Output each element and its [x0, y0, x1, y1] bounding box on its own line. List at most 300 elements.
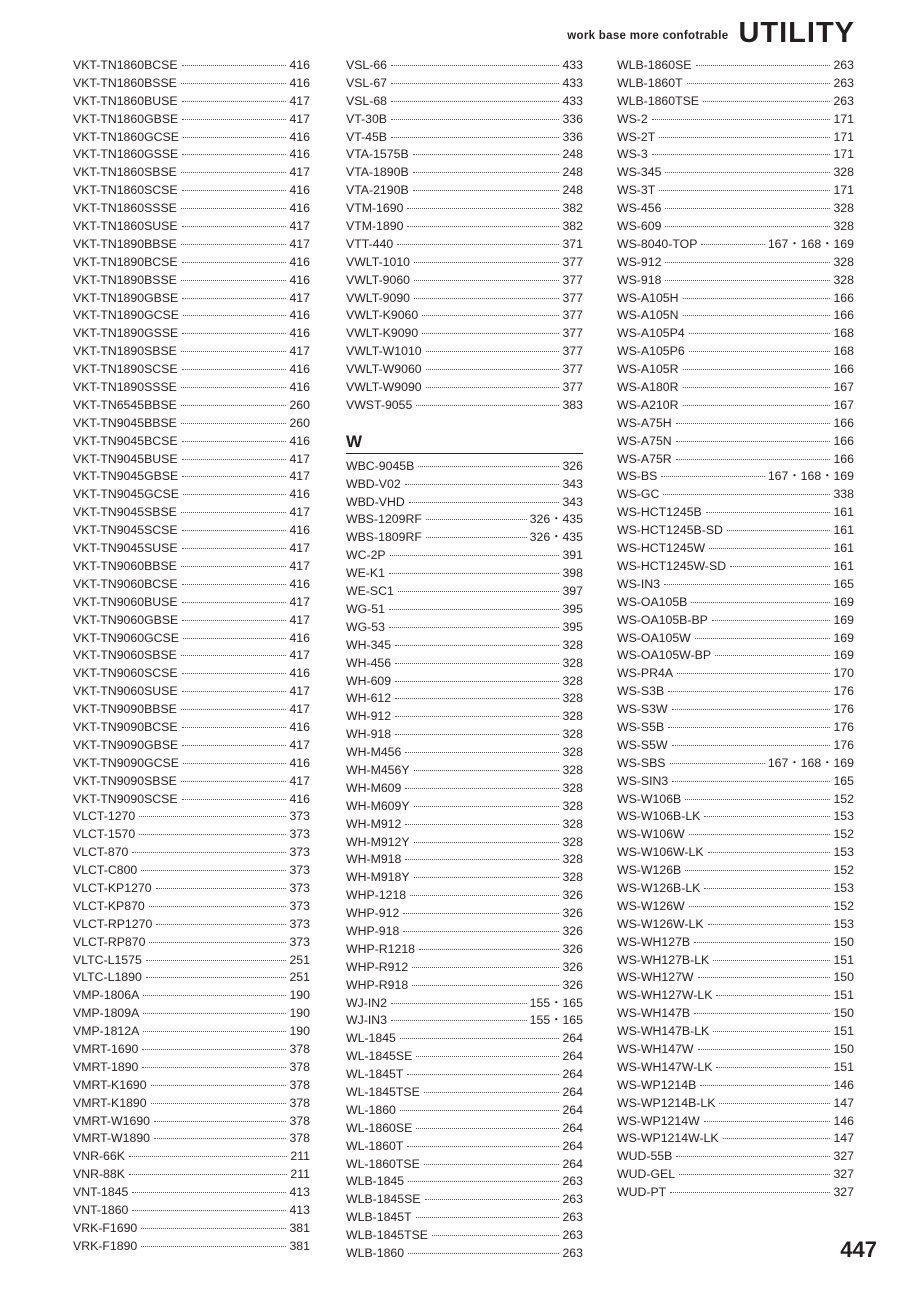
- product-code: VKT-TN1860GCSE: [73, 129, 179, 144]
- index-entry: [346, 816, 583, 834]
- index-entry: [346, 1227, 583, 1245]
- product-code: VKT-TN9045GBSE: [73, 469, 179, 484]
- page-reference: 166: [833, 308, 854, 323]
- index-entry: [73, 1238, 310, 1256]
- product-code: WG-51: [346, 601, 385, 616]
- dot-leader: [182, 745, 286, 746]
- dot-leader: [422, 315, 559, 316]
- page-reference: 190: [289, 1024, 310, 1039]
- dot-leader: [149, 906, 287, 907]
- page-reference: 381: [289, 1220, 310, 1235]
- index-entry: [73, 272, 310, 290]
- dot-leader: [181, 405, 287, 406]
- page-reference: 171: [833, 183, 854, 198]
- dot-leader: [129, 1174, 287, 1175]
- dot-leader: [698, 977, 831, 978]
- dot-leader: [652, 154, 831, 155]
- dot-leader: [182, 459, 287, 460]
- dot-leader: [677, 673, 830, 674]
- page-reference: 417: [289, 702, 310, 717]
- page-reference: 397: [562, 584, 583, 599]
- product-code: VKT-TN1890SBSE: [73, 344, 177, 359]
- product-code: WS-S3W: [617, 702, 668, 717]
- page-reference: 176: [833, 719, 854, 734]
- page-reference: 371: [562, 236, 583, 251]
- product-code: WUD-GEL: [617, 1167, 676, 1182]
- dot-leader: [687, 83, 831, 84]
- index-entry: [73, 701, 310, 719]
- dot-leader: [395, 663, 559, 664]
- index-entry: [346, 744, 583, 762]
- index-entry: [617, 1113, 854, 1131]
- dot-leader: [181, 781, 287, 782]
- index-entry: [73, 486, 310, 504]
- index-entry: [346, 780, 583, 798]
- dot-leader: [424, 1092, 560, 1093]
- dot-leader: [182, 584, 287, 585]
- dot-leader: [703, 101, 830, 102]
- dot-leader: [400, 1110, 560, 1111]
- dot-leader: [659, 137, 830, 138]
- page-reference: 161: [833, 505, 854, 520]
- product-code: WS-GC: [617, 487, 660, 502]
- dot-leader: [719, 1103, 830, 1104]
- index-entry: [617, 791, 854, 809]
- dot-leader: [182, 119, 286, 120]
- index-entry: [73, 737, 310, 755]
- product-code: VSL-68: [346, 93, 388, 108]
- page-reference: 417: [289, 236, 310, 251]
- product-code: VLCT-RP1270: [73, 916, 153, 931]
- dot-leader: [426, 351, 560, 352]
- dot-leader: [685, 799, 830, 800]
- product-code: WL-1860: [346, 1102, 396, 1117]
- index-entry: [346, 343, 583, 361]
- page-reference: 417: [289, 684, 310, 699]
- product-code: WL-1845: [346, 1031, 396, 1046]
- product-code: VNT-1845: [73, 1185, 129, 1200]
- product-code: WS-S3B: [617, 684, 665, 699]
- index-entry: [617, 969, 854, 987]
- product-code: WL-1845T: [346, 1067, 404, 1082]
- product-code: WLB-1845: [346, 1174, 405, 1189]
- product-code: VKT-TN1890BSSE: [73, 272, 177, 287]
- page-reference: 373: [289, 916, 310, 931]
- page-reference: 328: [562, 745, 583, 760]
- product-code: WS-W126W: [617, 898, 685, 913]
- dot-leader: [694, 1013, 830, 1014]
- product-code: WH-612: [346, 691, 392, 706]
- dot-leader: [670, 1192, 830, 1193]
- index-entry: [617, 290, 854, 308]
- page-reference: 263: [833, 75, 854, 90]
- index-entry: [617, 612, 854, 630]
- dot-leader: [395, 681, 559, 682]
- page-reference: 328: [562, 691, 583, 706]
- dot-leader: [659, 190, 830, 191]
- page-reference: 171: [833, 129, 854, 144]
- dot-leader: [141, 870, 286, 871]
- page-reference: 378: [289, 1095, 310, 1110]
- dot-leader: [414, 806, 560, 807]
- product-code: VKT-TN1860SCSE: [73, 183, 178, 198]
- index-entry: [73, 755, 310, 773]
- product-code: VKT-TN9060BCSE: [73, 576, 178, 591]
- dot-leader: [414, 842, 560, 843]
- index-entry: [346, 290, 583, 308]
- product-code: WS-WH147B: [617, 1006, 691, 1021]
- page-reference: 147: [833, 1131, 854, 1146]
- index-entry: [346, 164, 583, 182]
- page-reference: 264: [562, 1138, 583, 1153]
- dot-leader: [391, 83, 559, 84]
- product-code: WG-53: [346, 619, 385, 634]
- dot-leader: [409, 502, 560, 503]
- dot-leader: [683, 387, 831, 388]
- page-reference: 326: [562, 923, 583, 938]
- dot-leader: [391, 1020, 527, 1021]
- dot-leader: [664, 584, 830, 585]
- index-entry: [617, 844, 854, 862]
- index-entry: [346, 1012, 583, 1030]
- product-code: VNR-88K: [73, 1167, 125, 1182]
- index-entry: [73, 164, 310, 182]
- product-code: WS-A105P6: [617, 344, 685, 359]
- product-code: VKT-TN1860GSSE: [73, 147, 179, 162]
- page-reference: 378: [289, 1059, 310, 1074]
- dot-leader: [665, 280, 830, 281]
- index-entry: [617, 468, 854, 486]
- dot-leader: [181, 387, 287, 388]
- index-entry: [617, 898, 854, 916]
- dot-leader: [701, 244, 764, 245]
- index-entry: [346, 325, 583, 343]
- index-entry: [617, 236, 854, 254]
- index-entry: [73, 1220, 310, 1238]
- page-reference: 166: [833, 433, 854, 448]
- dot-leader: [405, 859, 559, 860]
- dot-leader: [182, 548, 287, 549]
- index-entry: [346, 1138, 583, 1156]
- page-reference: 377: [562, 308, 583, 323]
- page-reference: 417: [289, 541, 310, 556]
- index-entry: [617, 75, 854, 93]
- product-code: VKT-TN9060SUSE: [73, 684, 178, 699]
- index-entry: [617, 773, 854, 791]
- dot-leader: [695, 638, 831, 639]
- dot-leader: [183, 638, 287, 639]
- page-reference: 378: [289, 1041, 310, 1056]
- product-code: VKT-TN1860BCSE: [73, 58, 178, 72]
- page-reference: 328: [833, 165, 854, 180]
- index-entry: [346, 379, 583, 397]
- dot-leader: [665, 208, 830, 209]
- page-reference: 417: [289, 558, 310, 573]
- index-entry: [346, 307, 583, 325]
- index-entry: [346, 272, 583, 290]
- dot-leader: [181, 655, 287, 656]
- dot-leader: [389, 627, 560, 628]
- index-entry: [346, 547, 583, 565]
- index-entry: [346, 476, 583, 494]
- index-entry: [617, 433, 854, 451]
- product-code: WS-3: [617, 147, 648, 162]
- dot-leader: [391, 65, 559, 66]
- dot-leader: [689, 333, 831, 334]
- dot-leader: [143, 995, 286, 996]
- index-entry: [346, 941, 583, 959]
- index-entry: [73, 916, 310, 934]
- index-entry: [73, 397, 310, 415]
- index-entry: [346, 1120, 583, 1138]
- dot-leader: [182, 602, 287, 603]
- product-code: WS-8040-TOP: [617, 236, 698, 251]
- dot-leader: [672, 709, 831, 710]
- dot-leader: [414, 262, 559, 263]
- page-reference: 176: [833, 737, 854, 752]
- index-entry: [346, 583, 583, 601]
- dot-leader: [709, 548, 830, 549]
- index-entry: [73, 576, 310, 594]
- index-entry: [617, 415, 854, 433]
- index-entry: [346, 236, 583, 254]
- dot-leader: [694, 942, 830, 943]
- dot-leader: [683, 405, 831, 406]
- dot-leader: [425, 1199, 560, 1200]
- dot-leader: [181, 280, 287, 281]
- page-reference: 373: [289, 880, 310, 895]
- dot-leader: [414, 298, 559, 299]
- index-entry: [73, 719, 310, 737]
- page-reference: 165: [833, 773, 854, 788]
- page-reference: 150: [833, 970, 854, 985]
- product-code: WHP-918: [346, 923, 400, 938]
- dot-leader: [132, 1210, 286, 1211]
- product-code: VTA-1575B: [346, 147, 409, 162]
- product-code: VMRT-K1890: [73, 1095, 147, 1110]
- product-code: WS-2T: [617, 129, 656, 144]
- dot-leader: [154, 1121, 286, 1122]
- page-reference: 343: [562, 494, 583, 509]
- dot-leader: [182, 691, 287, 692]
- product-code: VKT-TN9045BBSE: [73, 415, 177, 430]
- page-reference: 416: [289, 487, 310, 502]
- page-reference: 395: [562, 601, 583, 616]
- product-code: VWLT-K9060: [346, 308, 419, 323]
- page-reference: 336: [562, 111, 583, 126]
- index-entry: [73, 343, 310, 361]
- dot-leader: [181, 244, 287, 245]
- product-code: WS-W126W-LK: [617, 916, 704, 931]
- page-reference: 413: [289, 1203, 310, 1217]
- index-entry: [617, 934, 854, 952]
- product-code: VKT-TN9045BCSE: [73, 433, 178, 448]
- product-code: VKT-TN9045SBSE: [73, 505, 177, 520]
- dot-leader: [715, 655, 830, 656]
- page-reference: 391: [562, 548, 583, 563]
- index-entry: [617, 379, 854, 397]
- index-entry: [73, 1041, 310, 1059]
- index-entry: [73, 1113, 310, 1131]
- dot-leader: [416, 1217, 560, 1218]
- page-reference: 416: [289, 433, 310, 448]
- index-entry: [617, 880, 854, 898]
- product-code: WS-WH147B-LK: [617, 1024, 710, 1039]
- index-entry: [346, 1173, 583, 1191]
- page-reference: 155・165: [529, 1013, 583, 1028]
- dot-leader: [663, 494, 830, 495]
- product-code: VWLT-W9090: [346, 380, 422, 395]
- page-reference: 417: [289, 165, 310, 180]
- dot-leader: [156, 924, 286, 925]
- index-entry: [73, 969, 310, 987]
- page-reference: 382: [562, 201, 583, 216]
- product-code: VKT-TN9090SCSE: [73, 791, 178, 806]
- index-entry: [617, 522, 854, 540]
- index-entry: [617, 57, 854, 75]
- index-entry: [617, 146, 854, 164]
- dot-leader: [139, 816, 286, 817]
- page-reference: 328: [562, 762, 583, 777]
- product-code: WS-OA105B: [617, 594, 688, 609]
- dot-leader: [182, 65, 287, 66]
- page-reference: 416: [289, 147, 310, 162]
- page-reference: 190: [289, 988, 310, 1003]
- dot-leader: [665, 172, 830, 173]
- dot-leader: [391, 137, 559, 138]
- dot-leader: [706, 512, 831, 513]
- dot-leader: [683, 315, 831, 316]
- index-entry: [617, 665, 854, 683]
- product-code: VLCT-KP870: [73, 898, 145, 913]
- index-entry: [617, 325, 854, 343]
- page-reference: 326: [562, 888, 583, 903]
- dot-leader: [652, 119, 831, 120]
- dot-leader: [691, 602, 830, 603]
- product-code: VMRT-1690: [73, 1041, 139, 1056]
- page-reference: 416: [289, 362, 310, 377]
- dot-leader: [181, 172, 287, 173]
- product-code: VRK-F1890: [73, 1238, 138, 1253]
- dot-leader: [713, 1031, 830, 1032]
- index-entry: [617, 361, 854, 379]
- page-reference: 166: [833, 451, 854, 466]
- dot-leader: [141, 1228, 286, 1229]
- product-code: VKT-TN9090BBSE: [73, 702, 177, 717]
- product-code: VMRT-K1690: [73, 1077, 147, 1092]
- dot-leader: [407, 1146, 559, 1147]
- product-code: VKT-TN6545BBSE: [73, 397, 177, 412]
- index-entry: [617, 808, 854, 826]
- page-reference: 153: [833, 880, 854, 895]
- index-entry: [73, 1005, 310, 1023]
- index-entry: [617, 719, 854, 737]
- page-reference: 167・168・169: [767, 236, 854, 251]
- index-entry: [73, 987, 310, 1005]
- index-entry: [617, 397, 854, 415]
- index-entry: [617, 272, 854, 290]
- index-entry: [617, 755, 854, 773]
- page-reference: 416: [289, 630, 310, 645]
- page-reference: 433: [562, 58, 583, 72]
- index-entry: [73, 844, 310, 862]
- product-code: VWLT-W9060: [346, 362, 422, 377]
- product-code: WBS-1809RF: [346, 530, 422, 545]
- dot-leader: [182, 620, 286, 621]
- index-entry: [346, 57, 583, 75]
- page-reference: 150: [833, 1041, 854, 1056]
- index-entry: [617, 916, 854, 934]
- product-code: VLCT-RP870: [73, 934, 146, 949]
- dot-leader: [182, 369, 287, 370]
- dot-leader: [182, 530, 287, 531]
- page-reference: 416: [289, 58, 310, 72]
- product-code: VMP-1812A: [73, 1024, 140, 1039]
- page-reference: 169: [833, 594, 854, 609]
- dot-leader: [418, 466, 559, 467]
- page-reference: 151: [833, 1059, 854, 1074]
- page-reference: 328: [833, 272, 854, 287]
- product-code: VLCT-870: [73, 845, 129, 860]
- page-reference: 373: [289, 827, 310, 842]
- index-entry: [73, 57, 310, 75]
- dot-leader: [151, 1103, 287, 1104]
- product-code: WLB-1845TSE: [346, 1228, 429, 1243]
- page-reference: 327: [833, 1167, 854, 1182]
- product-code: WS-3T: [617, 183, 656, 198]
- page-reference: 328: [562, 870, 583, 885]
- product-code: WH-345: [346, 637, 392, 652]
- dot-leader: [416, 405, 559, 406]
- product-code: VNT-1860: [73, 1203, 129, 1217]
- index-column-1: [73, 57, 310, 1256]
- page-reference: 328: [562, 852, 583, 867]
- page-reference: 326: [562, 941, 583, 956]
- dot-leader: [143, 1013, 286, 1014]
- page-reference: 151: [833, 988, 854, 1003]
- dot-leader: [413, 172, 560, 173]
- index-entry: [73, 1023, 310, 1041]
- product-code: VKT-TN1860SSSE: [73, 201, 177, 216]
- index-entry: [73, 325, 310, 343]
- page-reference: 168: [833, 344, 854, 359]
- dot-leader: [413, 154, 560, 155]
- product-code: WS-WP1214B: [617, 1077, 697, 1092]
- dot-leader: [704, 888, 830, 889]
- product-code: WLB-1860T: [617, 75, 683, 90]
- page-reference: 417: [289, 648, 310, 663]
- page-reference: 417: [289, 773, 310, 788]
- page-reference: 326: [562, 458, 583, 473]
- product-code: VKT-TN1860BUSE: [73, 93, 178, 108]
- dot-leader: [412, 985, 559, 986]
- product-code: VTM-1890: [346, 219, 404, 234]
- index-entry: [73, 558, 310, 576]
- index-entry: [617, 630, 854, 648]
- page-reference: 378: [289, 1113, 310, 1128]
- page-reference: 150: [833, 934, 854, 949]
- dot-leader: [400, 1038, 560, 1039]
- product-code: WS-S5B: [617, 719, 665, 734]
- product-code: WS-A75R: [617, 451, 672, 466]
- product-code: WLB-1860TSE: [617, 93, 700, 108]
- page-reference: 328: [562, 655, 583, 670]
- product-code: WE-SC1: [346, 584, 394, 599]
- dot-leader: [391, 101, 559, 102]
- product-code: VTM-1690: [346, 201, 404, 216]
- index-entry: [73, 540, 310, 558]
- dot-leader: [668, 727, 830, 728]
